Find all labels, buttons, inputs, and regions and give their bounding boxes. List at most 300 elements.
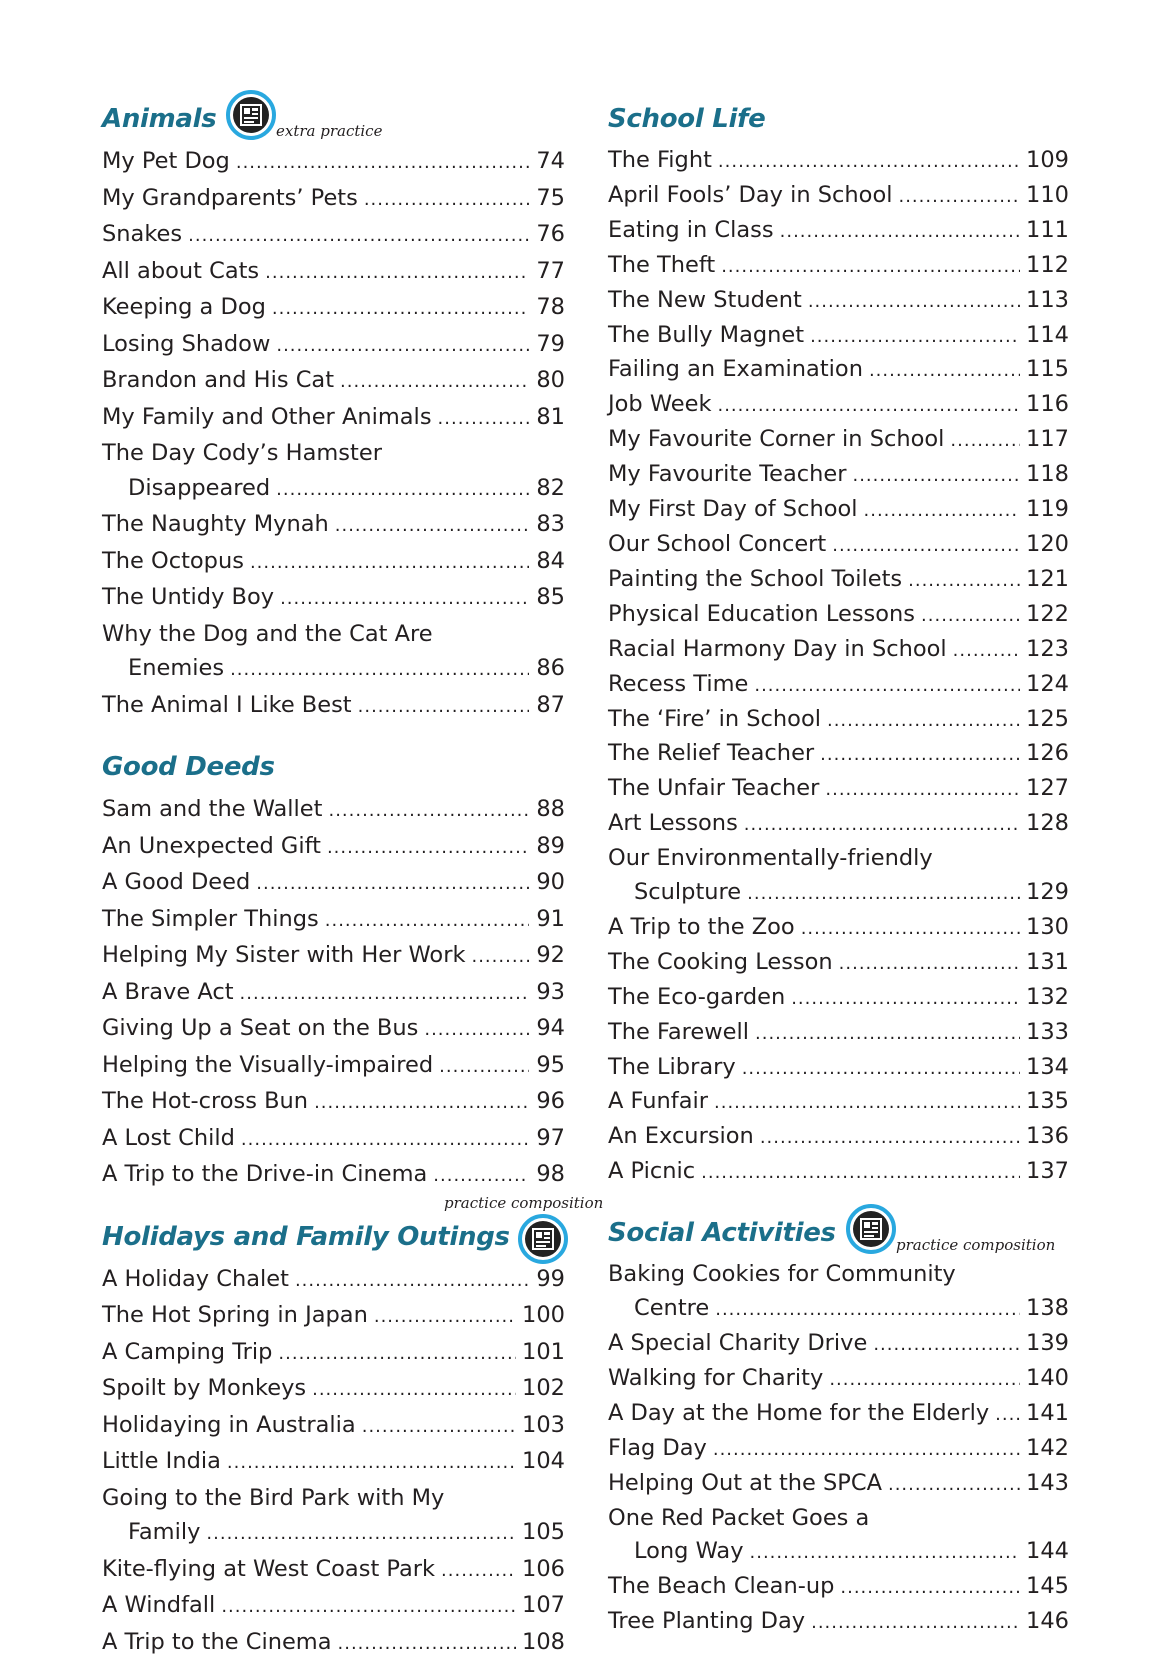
entry-title: Flag Day [608, 1432, 707, 1466]
leader-dots [715, 1293, 1020, 1327]
entry-title: Sam and the Wallet [102, 792, 322, 827]
entry-title: The Naughty Mynah [102, 507, 329, 542]
toc-entry [608, 876, 1069, 911]
leader-dots [221, 1590, 516, 1625]
entry-title: Art Lessons [608, 807, 738, 841]
entry-title: Family [102, 1515, 200, 1550]
toc-entry [102, 1121, 565, 1158]
page-number: 144 [1026, 1535, 1069, 1569]
badge-note: practice composition [444, 1194, 603, 1212]
toc-entry [102, 1444, 565, 1481]
leader-dots [340, 365, 529, 400]
page-number: 110 [1026, 179, 1069, 213]
entry-title: Keeping a Dog [102, 290, 266, 325]
page-number: 76 [535, 217, 565, 252]
toc-entry [608, 1535, 1069, 1570]
page-number: 124 [1026, 668, 1069, 702]
section-heading [102, 98, 565, 144]
toc-section [608, 1212, 1069, 1640]
entry-title: My First Day of School [608, 493, 858, 527]
entry-title: The Eco-garden [608, 981, 785, 1015]
toc-entry [102, 688, 565, 725]
toc-entry [608, 911, 1069, 946]
leader-dots [750, 1536, 1021, 1570]
toc-entry [102, 1157, 565, 1194]
page-number: 100 [522, 1298, 565, 1333]
entry-title: An Unexpected Gift [102, 829, 321, 864]
leader-dots [358, 690, 529, 725]
page-number: 129 [1026, 876, 1069, 910]
leader-dots [471, 940, 529, 975]
page-number: 118 [1026, 458, 1069, 492]
leader-dots [701, 1156, 1020, 1190]
leader-dots [825, 773, 1020, 807]
toc-entry [608, 1605, 1069, 1640]
entry-title: The Simpler Things [102, 902, 319, 937]
leader-dots [338, 1627, 517, 1661]
leader-dots [424, 1013, 529, 1048]
entry-title: My Favourite Corner in School [608, 423, 944, 457]
toc-entry [608, 353, 1069, 388]
leader-dots [364, 183, 529, 218]
toc-entry [608, 633, 1069, 668]
page-number: 98 [535, 1157, 565, 1192]
leader-dots [780, 215, 1020, 249]
toc-entry [102, 363, 565, 400]
toc-entry [608, 319, 1069, 354]
page-number: 80 [535, 363, 565, 398]
toc-entry [608, 563, 1069, 598]
toc-entry [608, 1432, 1069, 1467]
entry-title: My Favourite Teacher [608, 458, 846, 492]
entry-title: The Unfair Teacher [608, 772, 819, 806]
page-number: 117 [1026, 423, 1069, 457]
toc-entry [608, 1016, 1069, 1051]
toc-entry [102, 254, 565, 291]
page-number: 112 [1026, 249, 1069, 283]
leader-dots [744, 808, 1020, 842]
toc-entry [608, 981, 1069, 1016]
page-number: 131 [1026, 946, 1069, 980]
section-heading [608, 98, 1069, 144]
entry-title: My Grandparents’ Pets [102, 181, 358, 216]
leader-dots [721, 250, 1020, 284]
toc-entry [608, 946, 1069, 981]
toc-section [102, 1216, 565, 1661]
toc-entry [608, 528, 1069, 563]
page-number: 95 [535, 1048, 565, 1083]
page-number: 136 [1026, 1120, 1069, 1154]
page-number: 75 [535, 181, 565, 216]
entry-title: Giving Up a Seat on the Bus [102, 1011, 418, 1046]
leader-dots [811, 1606, 1020, 1640]
toc-entry [102, 865, 565, 902]
page-number: 135 [1026, 1085, 1069, 1119]
toc-entry [608, 284, 1069, 319]
toc-entry [102, 829, 565, 866]
page-number: 85 [535, 580, 565, 615]
entry-title: The Cooking Lesson [608, 946, 833, 980]
leader-dots [433, 1159, 529, 1194]
page-number: 104 [522, 1444, 565, 1479]
section-title: Holidays and Family Outings [102, 1222, 510, 1252]
leader-dots [717, 389, 1020, 423]
leader-dots [713, 1433, 1020, 1467]
entry-title: Losing Shadow [102, 327, 270, 362]
entry-title: Helping My Sister with Her Work [102, 938, 465, 973]
page-number: 139 [1026, 1327, 1069, 1361]
entry-title-line: Baking Cookies for Community [608, 1258, 1069, 1292]
practice-badge-icon [518, 1214, 568, 1264]
leader-dots [280, 582, 529, 617]
page-number: 91 [535, 902, 565, 937]
page-number: 137 [1026, 1155, 1069, 1189]
entry-title: A Trip to the Zoo [608, 911, 795, 945]
entry-title-line: The Day Cody’s Hamster [102, 436, 565, 471]
toc-entry [608, 214, 1069, 249]
entry-title: The Relief Teacher [608, 737, 814, 771]
toc-entry [102, 1588, 565, 1625]
entry-title: Racial Harmony Day in School [608, 633, 947, 667]
toc-entry [102, 1084, 565, 1121]
entry-title: A Camping Trip [102, 1335, 272, 1370]
leader-dots [325, 904, 529, 939]
leader-dots [995, 1398, 1020, 1432]
entry-title: The Hot-cross Bun [102, 1084, 308, 1119]
page-number: 109 [1026, 144, 1069, 178]
leader-dots [829, 1363, 1020, 1397]
toc-entry [102, 938, 565, 975]
entry-title: A Holiday Chalet [102, 1262, 289, 1297]
left-column [102, 98, 565, 1661]
entry-title: Physical Education Lessons [608, 598, 915, 632]
toc-entry [608, 493, 1069, 528]
toc-entry [608, 1327, 1069, 1362]
page-number: 93 [535, 975, 565, 1010]
page-number: 90 [535, 865, 565, 900]
entry-title: Disappeared [102, 471, 270, 506]
entry-title: A Picnic [608, 1155, 695, 1189]
entry-title: Brandon and His Cat [102, 363, 334, 398]
entry-title: Spoilt by Monkeys [102, 1371, 306, 1406]
page-number: 111 [1026, 214, 1069, 248]
entry-title: Long Way [608, 1535, 744, 1569]
toc-entry [102, 327, 565, 364]
leader-dots [820, 738, 1020, 772]
entry-title: Enemies [102, 651, 224, 686]
entry-title: A Day at the Home for the Elderly [608, 1397, 989, 1431]
leader-dots [754, 669, 1020, 703]
leader-dots [864, 494, 1021, 528]
leader-dots [742, 1052, 1020, 1086]
entry-title: The ‘Fire’ in School [608, 703, 821, 737]
leader-dots [374, 1300, 516, 1335]
page-number: 128 [1026, 807, 1069, 841]
toc-entry [608, 1155, 1069, 1190]
page-number: 107 [522, 1588, 565, 1623]
leader-dots [272, 292, 529, 327]
page-number: 127 [1026, 772, 1069, 806]
entry-title: The Octopus [102, 544, 244, 579]
toc-entry [102, 507, 565, 544]
entry-title: The Theft [608, 249, 715, 283]
leader-dots [808, 285, 1020, 319]
toc-entry [102, 651, 565, 688]
page-number: 102 [522, 1371, 565, 1406]
toc-entry [102, 902, 565, 939]
page-number: 83 [535, 507, 565, 542]
entry-title: A Special Charity Drive [608, 1327, 867, 1361]
page-number: 138 [1026, 1292, 1069, 1326]
badge-note: extra practice [276, 122, 382, 140]
page-number: 146 [1026, 1605, 1069, 1639]
entry-title-line: Going to the Bird Park with My [102, 1481, 565, 1516]
page-number: 96 [535, 1084, 565, 1119]
leader-dots [188, 219, 529, 254]
leader-dots [760, 1121, 1020, 1155]
page-number: 114 [1026, 319, 1069, 353]
practice-badge-icon [226, 90, 276, 140]
toc-entry [608, 1570, 1069, 1605]
entry-title: The Library [608, 1051, 736, 1085]
entry-title: The Beach Clean-up [608, 1570, 834, 1604]
leader-dots [839, 947, 1020, 981]
toc-entry [102, 1011, 565, 1048]
leader-dots [827, 704, 1020, 738]
entry-title: My Pet Dog [102, 144, 230, 179]
page-number: 103 [522, 1408, 565, 1443]
leader-dots [908, 564, 1020, 598]
leader-dots [714, 1086, 1020, 1120]
badge-note: practice composition [896, 1236, 1055, 1254]
entry-title: A Trip to the Drive-in Cinema [102, 1157, 427, 1192]
page-number: 99 [535, 1262, 565, 1297]
page-number: 121 [1026, 563, 1069, 597]
entry-title: A Windfall [102, 1588, 215, 1623]
toc-section [608, 98, 1069, 1190]
entry-title: A Brave Act [102, 975, 234, 1010]
toc-entry [102, 1625, 565, 1661]
toc-entry [102, 1298, 565, 1335]
page-number: 123 [1026, 633, 1069, 667]
page-number: 84 [535, 544, 565, 579]
toc-entry [102, 544, 565, 581]
section-title: Animals [102, 104, 216, 134]
page-number: 140 [1026, 1362, 1069, 1396]
page-number: 79 [535, 327, 565, 362]
entry-title-line: One Red Packet Goes a [608, 1502, 1069, 1536]
page-number: 97 [535, 1121, 565, 1156]
entry-title: A Trip to the Cinema [102, 1625, 332, 1660]
entry-title: Failing an Examination [608, 353, 863, 387]
toc-entry [608, 737, 1069, 772]
leader-dots [278, 1337, 516, 1372]
toc-entry [102, 580, 565, 617]
toc-entry [608, 1362, 1069, 1397]
entry-title: Our School Concert [608, 528, 826, 562]
toc-entry [102, 1552, 565, 1589]
leader-dots [230, 653, 529, 688]
leader-dots [362, 1410, 516, 1445]
entry-title: The Animal I Like Best [102, 688, 352, 723]
entry-title: The Hot Spring in Japan [102, 1298, 368, 1333]
entry-title: Holidaying in Australia [102, 1408, 356, 1443]
toc-entry [608, 249, 1069, 284]
page-number: 122 [1026, 598, 1069, 632]
entry-title: The New Student [608, 284, 802, 318]
toc-entry [102, 1515, 565, 1552]
toc-entry [608, 179, 1069, 214]
toc-entry [608, 703, 1069, 738]
leader-dots [832, 529, 1020, 563]
leader-dots [241, 1123, 529, 1158]
toc-entry [608, 144, 1069, 179]
toc-entry [102, 792, 565, 829]
page-number: 125 [1026, 703, 1069, 737]
entry-title: My Family and Other Animals [102, 400, 432, 435]
entry-title: Tree Planting Day [608, 1605, 805, 1639]
section-title: Good Deeds [102, 752, 275, 782]
leader-dots [888, 1468, 1020, 1502]
leader-dots [898, 180, 1020, 214]
toc-entry [608, 1051, 1069, 1086]
toc-entry [102, 471, 565, 508]
leader-dots [873, 1328, 1020, 1362]
toc-entry [608, 1085, 1069, 1120]
page-number: 101 [522, 1335, 565, 1370]
leader-dots [256, 867, 529, 902]
leader-dots [250, 546, 529, 581]
page-number: 116 [1026, 388, 1069, 422]
leader-dots [206, 1517, 516, 1552]
page-number: 134 [1026, 1051, 1069, 1085]
toc-section [102, 746, 565, 1194]
leader-dots [438, 402, 529, 437]
entry-title: Kite-flying at West Coast Park [102, 1552, 435, 1587]
entry-title: The Untidy Boy [102, 580, 274, 615]
page-number: 132 [1026, 981, 1069, 1015]
entry-title: A Funfair [608, 1085, 708, 1119]
leader-dots [240, 977, 529, 1012]
page-number: 92 [535, 938, 565, 973]
entry-title: Sculpture [608, 876, 741, 910]
leader-dots [295, 1264, 529, 1299]
page-number: 143 [1026, 1467, 1069, 1501]
toc-entry [102, 975, 565, 1012]
entry-title: Snakes [102, 217, 182, 252]
page-number: 113 [1026, 284, 1069, 318]
page-number: 119 [1026, 493, 1069, 527]
leader-dots [755, 1017, 1020, 1051]
section-title: Social Activities [608, 1218, 836, 1248]
toc-entry [102, 400, 565, 437]
page-number: 81 [535, 400, 565, 435]
page-number: 105 [522, 1515, 565, 1550]
toc-entry [608, 388, 1069, 423]
leader-dots [265, 256, 529, 291]
page-number: 115 [1026, 353, 1069, 387]
leader-dots [327, 831, 529, 866]
leader-dots [276, 473, 529, 508]
section-title: School Life [608, 104, 765, 134]
entry-title-line: Why the Dog and the Cat Are [102, 617, 565, 652]
section-heading [102, 1216, 565, 1262]
entry-title-line: Our Environmentally-friendly [608, 842, 1069, 876]
entry-title: Helping the Visually-impaired [102, 1048, 433, 1083]
entry-title: Centre [608, 1292, 709, 1326]
page-number: 88 [535, 792, 565, 827]
leader-dots [921, 599, 1020, 633]
entry-title: The Fight [608, 144, 712, 178]
leader-dots [791, 982, 1020, 1016]
leader-dots [718, 145, 1020, 179]
leader-dots [869, 354, 1020, 388]
leader-dots [950, 424, 1020, 458]
page-number: 142 [1026, 1432, 1069, 1466]
toc-entry [608, 423, 1069, 458]
entry-title: All about Cats [102, 254, 259, 289]
page-number: 106 [522, 1552, 565, 1587]
practice-badge-icon [846, 1204, 896, 1254]
entry-title: Walking for Charity [608, 1362, 823, 1396]
toc-entry [608, 1292, 1069, 1327]
entry-title: Recess Time [608, 668, 748, 702]
leader-dots [335, 509, 529, 544]
page-number: 126 [1026, 737, 1069, 771]
toc-entry [102, 1048, 565, 1085]
toc-entry [608, 807, 1069, 842]
leader-dots [747, 877, 1020, 911]
entry-title: Painting the School Toilets [608, 563, 902, 597]
page-number: 78 [535, 290, 565, 325]
section-heading [102, 746, 565, 792]
entry-title: The Bully Magnet [608, 319, 804, 353]
page-number: 77 [535, 254, 565, 289]
right-column [608, 98, 1069, 1640]
entry-title: Eating in Class [608, 214, 774, 248]
leader-dots [441, 1554, 516, 1589]
toc-entry [608, 772, 1069, 807]
page-number: 86 [535, 651, 565, 686]
entry-title: An Excursion [608, 1120, 754, 1154]
toc-entry [102, 217, 565, 254]
page-number: 141 [1026, 1397, 1069, 1431]
toc-entry [102, 1408, 565, 1445]
entry-title: A Lost Child [102, 1121, 235, 1156]
page-number: 145 [1026, 1570, 1069, 1604]
toc-entry [608, 458, 1069, 493]
leader-dots [953, 634, 1020, 668]
page-number: 94 [535, 1011, 565, 1046]
leader-dots [810, 320, 1020, 354]
page-number: 82 [535, 471, 565, 506]
toc-entry [102, 1371, 565, 1408]
page-number: 120 [1026, 528, 1069, 562]
toc-entry [102, 181, 565, 218]
page-number: 133 [1026, 1016, 1069, 1050]
page-number: 130 [1026, 911, 1069, 945]
leader-dots [314, 1086, 529, 1121]
leader-dots [276, 329, 529, 364]
leader-dots [439, 1050, 529, 1085]
page-number: 89 [535, 829, 565, 864]
toc-entry [102, 144, 565, 181]
leader-dots [236, 146, 529, 181]
page-number: 87 [535, 688, 565, 723]
leader-dots [852, 459, 1020, 493]
toc-entry [608, 598, 1069, 633]
entry-title: A Good Deed [102, 865, 250, 900]
